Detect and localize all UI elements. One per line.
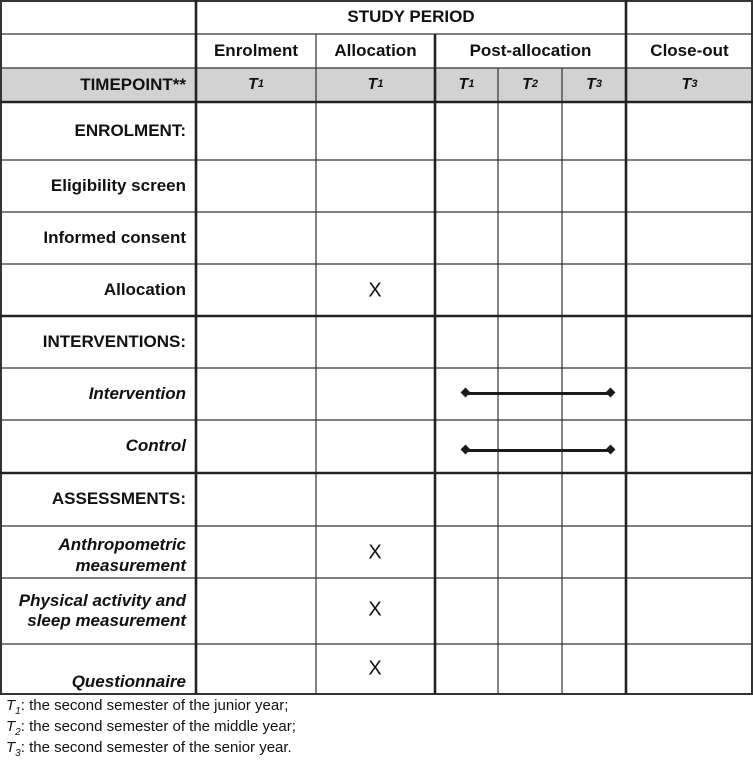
mark-physical: X [368,598,382,621]
phase-post-allocation: Post-allocation [469,40,592,60]
row-label-physical: Physical activity and sleep measurement [18,590,186,630]
study-period-header: STUDY PERIOD [347,6,475,26]
timepoint-cell: T 1 [458,76,475,94]
row-label-interventions: INTERVENTIONS: [42,331,186,351]
row-label-anthropometric: Anthropometric measurement [58,535,186,575]
row-label-consent: Informed consent [43,227,186,247]
mark-allocation: X [368,279,382,302]
intervention-duration-bar [466,392,610,395]
row-label-enrolment: ENROLMENT: [74,120,186,140]
timepoint-label: TIMEPOINT** [80,74,186,94]
row-label-eligibility: Eligibility screen [50,175,186,195]
timepoint-cell: T 2 [522,76,538,94]
timepoint-cell: T 1 [248,76,264,94]
row-label-control: Control [125,436,186,456]
row-label-allocation: Allocation [103,279,186,299]
control-duration-bar [466,449,610,452]
phase-allocation: Allocation [334,40,417,60]
phase-close-out: Close-out [650,40,729,60]
row-label-intervention: Intervention [88,383,186,403]
timepoint-cell: T 3 [681,76,698,94]
legend-t1: $T_1$: the second semester of the junior year; [6,697,289,717]
timepoint-cell: T 3 [586,76,602,94]
legend-t3: $T_3$: the second semester of the senior year. [6,739,292,759]
mark-anthropometric: X [368,541,382,564]
phase-enrolment: Enrolment [213,40,299,60]
legend-t2: $T_2$: the second semester of the middle year; [6,718,296,738]
row-label-questionnaire: Questionnaire [71,671,186,691]
timepoint-cell: T 1 [367,76,384,94]
mark-questionnaire: X [368,657,382,680]
row-label-assessments: ASSESSMENTS: [51,489,186,509]
